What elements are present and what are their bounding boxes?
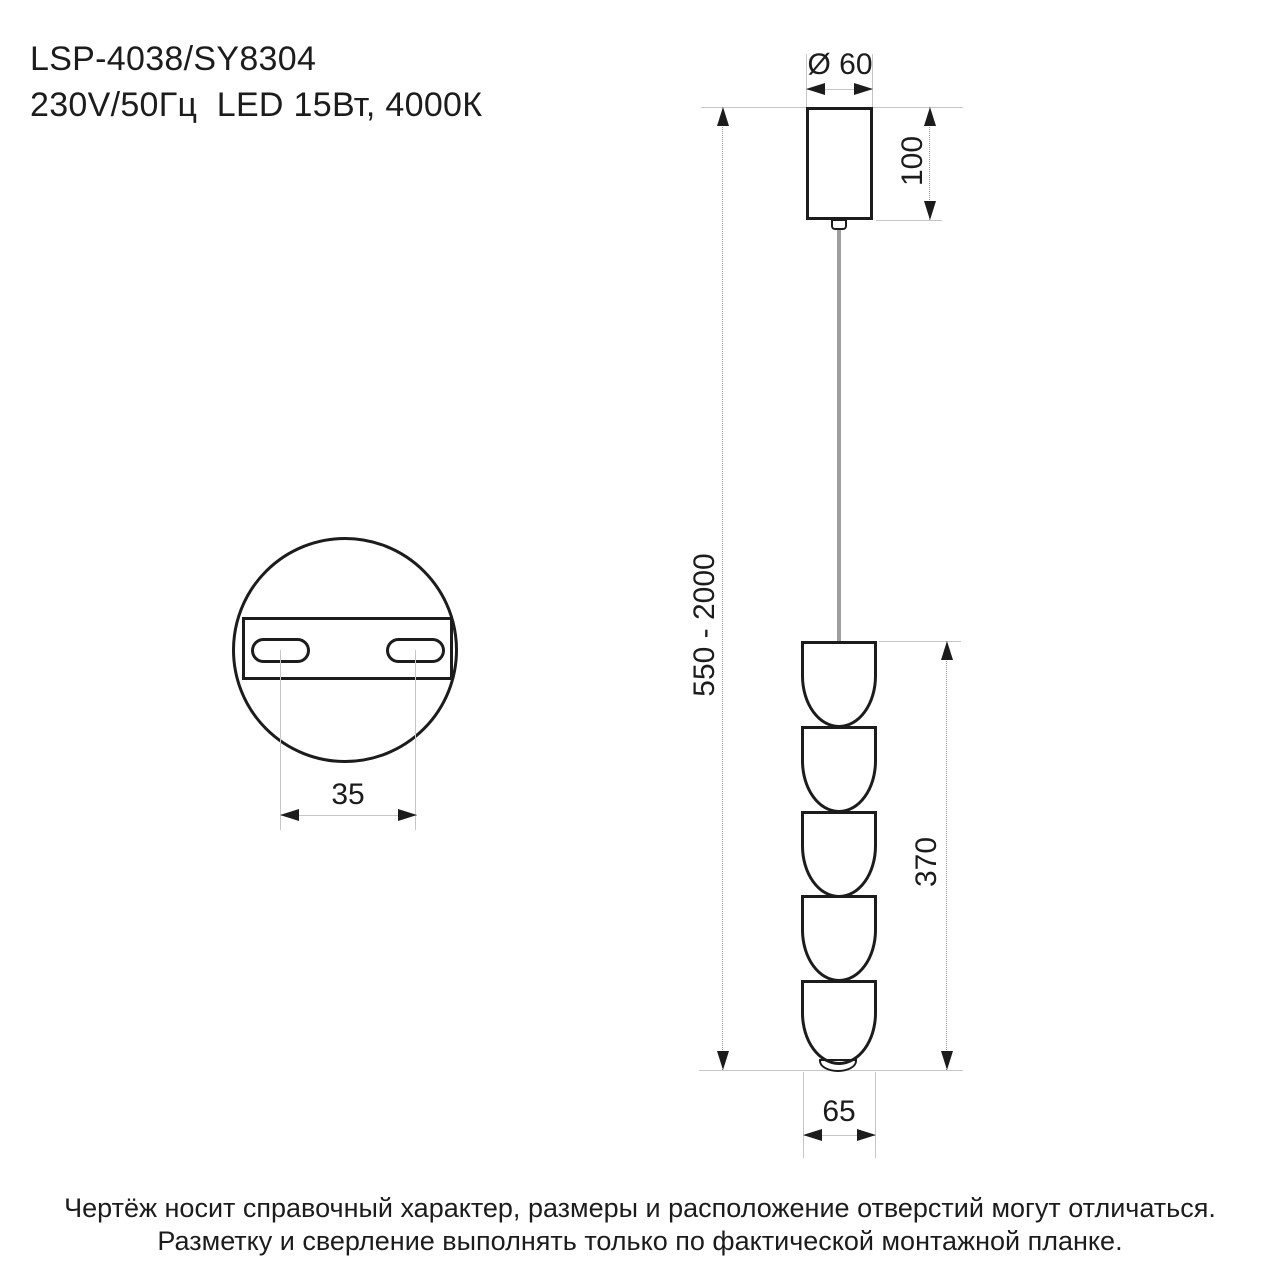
arrowhead-right xyxy=(857,1129,876,1141)
lamp-shade xyxy=(801,811,877,898)
dimension-line xyxy=(946,641,947,1070)
suspension-cable xyxy=(837,229,841,642)
lamp-shade xyxy=(801,641,877,728)
dim-body-width-label: 65 xyxy=(822,1095,856,1128)
extension-line xyxy=(280,650,281,830)
extension-line xyxy=(876,220,942,221)
lamp-shade xyxy=(801,726,877,813)
product-specs: 230V/50Гц LED 15Вт, 4000К xyxy=(30,86,483,124)
ceiling-canopy xyxy=(806,107,873,220)
footer-note xyxy=(0,1192,1280,1258)
lamp-shade xyxy=(801,895,877,982)
arrowhead-up xyxy=(924,107,936,126)
arrowhead-left xyxy=(806,83,825,95)
product-model: LSP-4038/SY8304 xyxy=(30,40,317,78)
dim-suspension-range-label: 550 - 2000 xyxy=(688,553,721,697)
dimension-line xyxy=(280,815,417,816)
arrowhead-left xyxy=(803,1129,822,1141)
arrowhead-up xyxy=(717,107,729,126)
cable-gland xyxy=(831,219,847,230)
arrowhead-down xyxy=(924,201,936,220)
arrowhead-up xyxy=(941,641,953,660)
dimension-line xyxy=(722,107,723,1070)
arrowhead-down xyxy=(717,1051,729,1070)
arrowhead-down xyxy=(941,1051,953,1070)
extension-line xyxy=(803,1072,804,1158)
dim-bracket-hole-spacing-label: 35 xyxy=(331,778,365,811)
lamp-shade xyxy=(801,980,877,1065)
extension-line xyxy=(415,650,416,830)
drawing-title-block xyxy=(30,36,482,128)
footer-note-line1: Чертёж носит справочный характер, размеры и расположение отверстий могут отличаться. xyxy=(64,1193,1216,1223)
dim-canopy-diameter-label: Ø 60 xyxy=(807,48,873,81)
arrowhead-right xyxy=(854,83,873,95)
dim-body-height-label: 370 xyxy=(910,836,943,888)
arrowhead-right xyxy=(398,809,417,821)
dim-canopy-height-label: 100 xyxy=(896,135,929,187)
footer-note-line2: Разметку и сверление выполнять только по фактической монтажной планке. xyxy=(157,1226,1123,1256)
extension-line xyxy=(875,1072,876,1158)
arrowhead-left xyxy=(280,809,299,821)
